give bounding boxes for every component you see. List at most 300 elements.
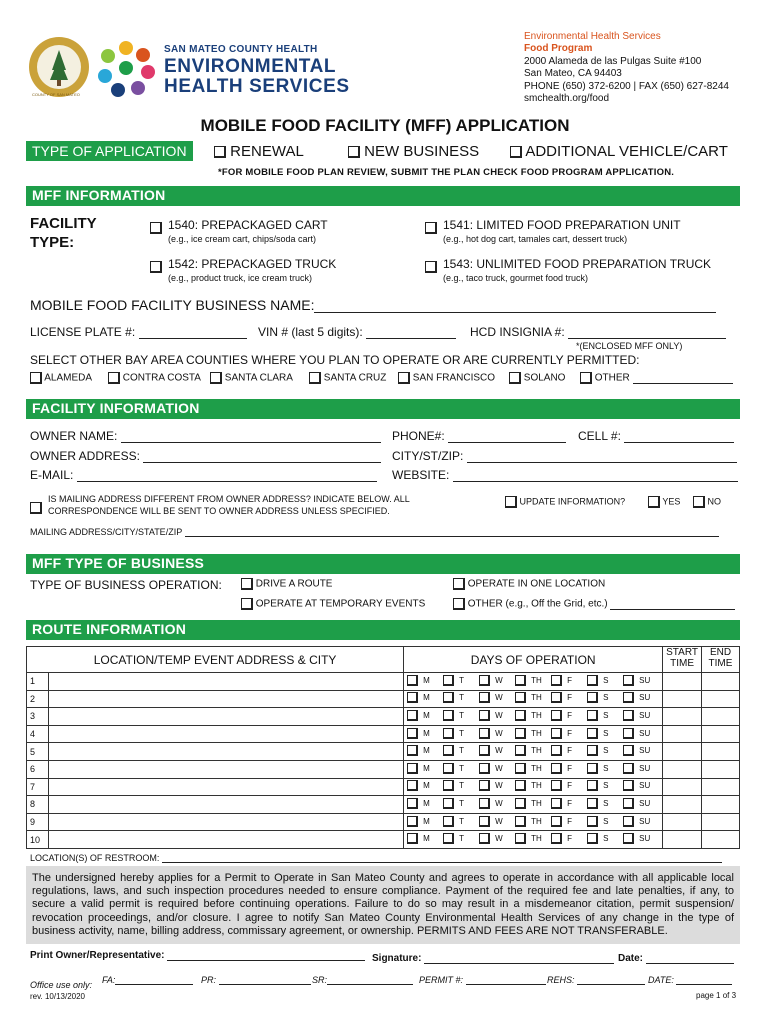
office-permit-label: PERMIT #:: [419, 975, 464, 985]
day-label: S: [603, 781, 609, 791]
route-end-cell[interactable]: [702, 725, 740, 743]
day-option-t[interactable]: [443, 763, 473, 774]
drive-route-option[interactable]: [241, 578, 332, 590]
day-option-s[interactable]: [587, 763, 617, 774]
route-row-number: 8: [27, 796, 49, 814]
day-checkbox[interactable]: [515, 763, 526, 774]
day-checkbox[interactable]: [587, 675, 598, 686]
day-checkbox[interactable]: [623, 675, 634, 686]
opt-1541[interactable]: [425, 218, 437, 236]
county-other-line[interactable]: [633, 373, 733, 384]
route-days-cell: [404, 813, 663, 831]
owner-address-field[interactable]: [30, 449, 381, 463]
day-checkbox[interactable]: [407, 798, 418, 809]
day-checkbox[interactable]: [407, 692, 418, 703]
day-option-s[interactable]: [587, 816, 617, 827]
day-checkbox[interactable]: [479, 728, 490, 739]
day-checkbox[interactable]: [407, 816, 418, 827]
print-owner-line[interactable]: [167, 950, 365, 961]
email-line[interactable]: [77, 470, 377, 482]
opt-1540[interactable]: [150, 218, 162, 236]
county-alameda-checkbox[interactable]: [30, 372, 42, 384]
route-start-cell[interactable]: [663, 813, 702, 831]
day-checkbox[interactable]: [479, 780, 490, 791]
day-option-th[interactable]: [515, 675, 545, 686]
phone-field[interactable]: [392, 429, 566, 443]
owner-name-line[interactable]: [121, 431, 381, 443]
day-option-s[interactable]: [587, 692, 617, 703]
day-option-s[interactable]: [587, 798, 617, 809]
day-checkbox[interactable]: [515, 728, 526, 739]
day-option-t[interactable]: [443, 710, 473, 721]
route-end-cell[interactable]: [702, 760, 740, 778]
col-start-header: [663, 647, 702, 673]
route-row-number: 7: [27, 778, 49, 796]
day-checkbox[interactable]: [623, 728, 634, 739]
day-option-m[interactable]: [407, 728, 437, 739]
day-checkbox[interactable]: [479, 833, 490, 844]
plan-review-note: *FOR MOBILE FOOD PLAN REVIEW, SUBMIT THE PLAN CHECK FOOD PROGRAM APPLICATION.: [218, 167, 675, 178]
day-checkbox[interactable]: [479, 816, 490, 827]
day-option-m[interactable]: [407, 833, 437, 844]
route-end-cell[interactable]: [702, 831, 740, 849]
day-option-w[interactable]: [479, 710, 509, 721]
day-option-s[interactable]: [587, 833, 617, 844]
day-label: M: [423, 798, 430, 808]
day-option-su[interactable]: [623, 816, 653, 827]
route-start-cell[interactable]: [663, 760, 702, 778]
day-option-t[interactable]: [443, 692, 473, 703]
day-label: M: [423, 781, 430, 791]
col-location-header: LOCATION/TEMP EVENT ADDRESS & CITY: [27, 647, 404, 673]
route-location-cell[interactable]: [49, 813, 404, 831]
website-line[interactable]: [453, 470, 738, 482]
day-checkbox[interactable]: [587, 833, 598, 844]
day-checkbox[interactable]: [443, 780, 454, 791]
day-option-su[interactable]: [623, 675, 653, 686]
route-location-cell[interactable]: [49, 796, 404, 814]
county-contra-costa[interactable]: [108, 372, 201, 384]
day-option-f[interactable]: [551, 675, 581, 686]
cell-field[interactable]: [578, 429, 734, 443]
day-option-t[interactable]: [443, 833, 473, 844]
day-option-s[interactable]: [587, 745, 617, 756]
new-business-option[interactable]: [348, 143, 479, 160]
day-label: T: [459, 834, 465, 844]
route-location-cell[interactable]: [49, 708, 404, 726]
day-option-w[interactable]: [479, 816, 509, 827]
day-checkbox[interactable]: [551, 745, 562, 756]
day-option-th[interactable]: [515, 816, 545, 827]
hcd-note: *(ENCLOSED MFF ONLY): [576, 341, 683, 351]
day-checkbox[interactable]: [551, 710, 562, 721]
day-checkbox[interactable]: [407, 833, 418, 844]
county-contra-costa-checkbox[interactable]: [108, 372, 120, 384]
day-checkbox[interactable]: [443, 710, 454, 721]
day-option-f[interactable]: [551, 780, 581, 791]
opt-1541-checkbox[interactable]: [425, 222, 437, 234]
day-checkbox[interactable]: [407, 780, 418, 791]
day-option-w[interactable]: [479, 692, 509, 703]
mailing-address-field[interactable]: [30, 526, 719, 537]
day-option-t[interactable]: [443, 728, 473, 739]
route-end-cell[interactable]: [702, 778, 740, 796]
day-option-w[interactable]: [479, 675, 509, 686]
email-field[interactable]: [30, 468, 377, 482]
opt-1543-checkbox[interactable]: [425, 261, 437, 273]
day-checkbox[interactable]: [515, 692, 526, 703]
day-label: F: [567, 781, 573, 791]
day-option-t[interactable]: [443, 780, 473, 791]
day-checkbox[interactable]: [623, 833, 634, 844]
day-option-su[interactable]: [623, 710, 653, 721]
day-checkbox[interactable]: [587, 780, 598, 791]
route-location-cell[interactable]: [49, 725, 404, 743]
day-label: TH: [531, 781, 542, 791]
agreement-notice: The undersigned hereby applies for a Permit to Operate in San Mateo County and agrees to operate in accordance with all applicable local regulations, laws, and such inspection procedures needed to ensure compliance. Payment of the required fee and late penalties, if any, to secure a valid permit is required before continuing operations. Failure to do so may result in a misdemeanor citation, permit suspension/ revocation proceedings, and/or closure. I agree to notify San Mateo County Environmental Health Services of any change in the type of business activity, name, billing address, commissary agreement, or ownership. PERMITS AND FEES ARE NOT TRANSFERABLE.: [26, 866, 740, 944]
day-checkbox[interactable]: [587, 798, 598, 809]
route-days-cell: [404, 673, 663, 691]
hcd-line[interactable]: [568, 327, 726, 339]
day-label: F: [567, 834, 573, 844]
route-days-cell: [404, 796, 663, 814]
signature-field[interactable]: [372, 953, 614, 964]
day-checkbox[interactable]: [407, 710, 418, 721]
restroom-field[interactable]: [30, 852, 722, 863]
day-option-th[interactable]: [515, 728, 545, 739]
day-checkbox[interactable]: [515, 833, 526, 844]
day-checkbox[interactable]: [623, 780, 634, 791]
day-checkbox[interactable]: [479, 675, 490, 686]
day-option-t[interactable]: [443, 745, 473, 756]
day-option-th[interactable]: [515, 692, 545, 703]
day-option-m[interactable]: [407, 710, 437, 721]
other-business-checkbox[interactable]: [453, 598, 465, 610]
day-option-m[interactable]: [407, 816, 437, 827]
day-option-s[interactable]: [587, 780, 617, 791]
day-option-su[interactable]: [623, 763, 653, 774]
temp-events-checkbox[interactable]: [241, 598, 253, 610]
day-checkbox[interactable]: [515, 745, 526, 756]
route-days-cell: [404, 690, 663, 708]
print-owner-field[interactable]: [30, 950, 365, 961]
yes-checkbox[interactable]: [648, 496, 660, 508]
day-label: SU: [639, 798, 651, 808]
day-checkbox[interactable]: [515, 816, 526, 827]
day-checkbox[interactable]: [623, 710, 634, 721]
day-checkbox[interactable]: [479, 798, 490, 809]
one-location-option[interactable]: [453, 578, 605, 590]
day-label: W: [495, 728, 503, 738]
day-checkbox[interactable]: [587, 710, 598, 721]
day-option-f[interactable]: [551, 798, 581, 809]
restroom-line[interactable]: [162, 852, 722, 863]
day-checkbox[interactable]: [587, 763, 598, 774]
day-option-f[interactable]: [551, 763, 581, 774]
day-checkbox[interactable]: [551, 798, 562, 809]
city-line[interactable]: [467, 451, 737, 463]
day-option-su[interactable]: [623, 833, 653, 844]
day-option-su[interactable]: [623, 798, 653, 809]
update-info-label: UPDATE INFORMATION?: [519, 496, 626, 507]
renewal-option[interactable]: [214, 143, 304, 160]
day-checkbox[interactable]: [443, 798, 454, 809]
county-san-francisco[interactable]: [398, 372, 495, 384]
day-checkbox[interactable]: [587, 692, 598, 703]
day-option-m[interactable]: [407, 798, 437, 809]
route-end-cell[interactable]: [702, 673, 740, 691]
no-checkbox[interactable]: [693, 496, 705, 508]
start-label: START: [666, 647, 698, 658]
additional-vehicle-option[interactable]: [510, 143, 728, 160]
route-end-cell[interactable]: [702, 796, 740, 814]
date-line[interactable]: [646, 953, 734, 964]
opt-1542-label: 1542: PREPACKAGED TRUCK: [168, 257, 337, 271]
opt-1542-checkbox[interactable]: [150, 261, 162, 273]
county-santa-cruz-checkbox[interactable]: [309, 372, 321, 384]
phone-line[interactable]: [448, 431, 566, 443]
county-other-checkbox[interactable]: [580, 372, 592, 384]
day-option-m[interactable]: [407, 780, 437, 791]
day-checkbox[interactable]: [551, 763, 562, 774]
day-checkbox[interactable]: [623, 798, 634, 809]
logo-org: SAN MATEO COUNTY HEALTH: [164, 44, 318, 55]
one-location-checkbox[interactable]: [453, 578, 465, 590]
day-checkbox[interactable]: [515, 798, 526, 809]
day-checkbox[interactable]: [515, 780, 526, 791]
opt-1543[interactable]: [425, 257, 437, 275]
day-option-t[interactable]: [443, 816, 473, 827]
day-option-s[interactable]: [587, 675, 617, 686]
date-field[interactable]: [618, 953, 734, 964]
day-option-t[interactable]: [443, 798, 473, 809]
county-solano-checkbox[interactable]: [509, 372, 521, 384]
route-end-cell[interactable]: [702, 690, 740, 708]
drive-route-checkbox[interactable]: [241, 578, 253, 590]
day-label: F: [567, 728, 573, 738]
day-checkbox[interactable]: [623, 692, 634, 703]
route-start-cell[interactable]: [663, 690, 702, 708]
day-checkbox[interactable]: [443, 745, 454, 756]
day-checkbox[interactable]: [443, 692, 454, 703]
county-other[interactable]: [580, 372, 733, 384]
renewal-label: RENEWAL: [230, 143, 304, 160]
day-option-su[interactable]: [623, 780, 653, 791]
route-end-cell[interactable]: [702, 813, 740, 831]
mailing-diff-checkbox-wrap[interactable]: [30, 499, 42, 517]
other-business-option[interactable]: [453, 598, 735, 610]
day-checkbox[interactable]: [443, 833, 454, 844]
business-name-field[interactable]: [30, 297, 716, 313]
day-checkbox[interactable]: [407, 763, 418, 774]
day-checkbox[interactable]: [623, 816, 634, 827]
day-checkbox[interactable]: [479, 710, 490, 721]
mff-information-heading: MFF INFORMATION: [26, 186, 740, 206]
day-checkbox[interactable]: [551, 816, 562, 827]
vin-field[interactable]: [258, 325, 456, 339]
day-option-f[interactable]: [551, 745, 581, 756]
day-label: F: [567, 746, 573, 756]
renewal-checkbox[interactable]: [214, 146, 226, 158]
day-checkbox[interactable]: [479, 745, 490, 756]
day-option-m[interactable]: [407, 763, 437, 774]
day-checkbox[interactable]: [551, 675, 562, 686]
day-checkbox[interactable]: [515, 675, 526, 686]
update-info-checkbox[interactable]: [505, 496, 517, 508]
day-checkbox[interactable]: [479, 692, 490, 703]
page-title: MOBILE FOOD FACILITY (MFF) APPLICATION: [200, 116, 570, 135]
other-business-line[interactable]: [610, 599, 735, 610]
day-checkbox[interactable]: [407, 675, 418, 686]
day-checkbox[interactable]: [551, 728, 562, 739]
day-option-f[interactable]: [551, 833, 581, 844]
day-label: SU: [639, 728, 651, 738]
yes-option[interactable]: [648, 496, 680, 508]
route-table-header: [27, 647, 740, 673]
route-location-cell[interactable]: [49, 690, 404, 708]
contact-phone: PHONE (650) 372-6200 | FAX (650) 627-8244: [524, 80, 729, 92]
additional-vehicle-checkbox[interactable]: [510, 146, 522, 158]
day-option-th[interactable]: [515, 763, 545, 774]
day-option-m[interactable]: [407, 692, 437, 703]
license-plate-field[interactable]: [30, 325, 247, 339]
route-end-cell[interactable]: [702, 743, 740, 761]
mailing-address-label: MAILING ADDRESS/CITY/STATE/ZIP: [30, 527, 183, 537]
office-permit: [419, 975, 546, 985]
county-solano-label: SOLANO: [523, 372, 566, 384]
temp-events-option[interactable]: [241, 598, 425, 610]
day-checkbox[interactable]: [515, 710, 526, 721]
hcd-label: HCD INSIGNIA #:: [470, 325, 565, 339]
day-option-f[interactable]: [551, 728, 581, 739]
route-location-cell[interactable]: [49, 831, 404, 849]
day-option-w[interactable]: [479, 763, 509, 774]
owner-name-field[interactable]: [30, 429, 381, 443]
day-option-th[interactable]: [515, 833, 545, 844]
day-checkbox[interactable]: [551, 833, 562, 844]
day-option-t[interactable]: [443, 675, 473, 686]
day-option-su[interactable]: [623, 745, 653, 756]
route-end-cell[interactable]: [702, 708, 740, 726]
day-checkbox[interactable]: [587, 728, 598, 739]
day-option-w[interactable]: [479, 833, 509, 844]
route-location-cell[interactable]: [49, 778, 404, 796]
day-checkbox[interactable]: [551, 780, 562, 791]
update-info[interactable]: [505, 496, 625, 508]
city-label: CITY/ST/ZIP:: [392, 449, 464, 463]
day-checkbox[interactable]: [587, 816, 598, 827]
vin-line[interactable]: [366, 327, 456, 339]
cell-line[interactable]: [624, 431, 734, 443]
day-checkbox[interactable]: [443, 763, 454, 774]
day-checkbox[interactable]: [407, 745, 418, 756]
day-checkbox[interactable]: [587, 745, 598, 756]
route-start-cell[interactable]: [663, 708, 702, 726]
logo-line1: ENVIRONMENTAL: [164, 56, 337, 77]
county-santa-clara[interactable]: [210, 372, 293, 384]
route-start-cell[interactable]: [663, 778, 702, 796]
day-option-w[interactable]: [479, 745, 509, 756]
day-label: M: [423, 763, 430, 773]
day-option-su[interactable]: [623, 728, 653, 739]
day-option-m[interactable]: [407, 745, 437, 756]
day-label: F: [567, 763, 573, 773]
mailing-diff-checkbox[interactable]: [30, 502, 42, 514]
route-location-cell[interactable]: [49, 673, 404, 691]
route-start-cell[interactable]: [663, 673, 702, 691]
day-checkbox[interactable]: [623, 763, 634, 774]
county-solano[interactable]: [509, 372, 565, 384]
day-checkbox[interactable]: [479, 763, 490, 774]
day-label: S: [603, 693, 609, 703]
day-checkbox[interactable]: [443, 728, 454, 739]
business-name-line[interactable]: [314, 299, 716, 313]
route-location-cell[interactable]: [49, 760, 404, 778]
route-start-cell[interactable]: [663, 796, 702, 814]
county-san-francisco-checkbox[interactable]: [398, 372, 410, 384]
day-option-th[interactable]: [515, 780, 545, 791]
route-row: [27, 743, 740, 761]
day-option-th[interactable]: [515, 745, 545, 756]
new-business-checkbox[interactable]: [348, 146, 360, 158]
new-business-label: NEW BUSINESS: [364, 143, 480, 160]
signature-line[interactable]: [424, 953, 614, 964]
day-checkbox[interactable]: [407, 728, 418, 739]
route-start-cell[interactable]: [663, 831, 702, 849]
day-option-m[interactable]: [407, 675, 437, 686]
route-start-cell[interactable]: [663, 725, 702, 743]
office-use-label: Office use only:: [30, 980, 93, 990]
route-location-cell[interactable]: [49, 743, 404, 761]
owner-address-line[interactable]: [143, 451, 381, 463]
route-row: [27, 796, 740, 814]
day-checkbox[interactable]: [623, 745, 634, 756]
route-row-number: 6: [27, 760, 49, 778]
day-option-w[interactable]: [479, 728, 509, 739]
hcd-field[interactable]: [470, 325, 726, 339]
day-option-f[interactable]: [551, 816, 581, 827]
opt-1542[interactable]: [150, 257, 162, 275]
end-time-label: TIME: [708, 658, 733, 669]
mailing-address-line[interactable]: [185, 526, 719, 537]
day-checkbox[interactable]: [551, 692, 562, 703]
day-option-s[interactable]: [587, 710, 617, 721]
day-option-su[interactable]: [623, 692, 653, 703]
license-plate-label: LICENSE PLATE #:: [30, 325, 136, 339]
day-checkbox[interactable]: [443, 816, 454, 827]
day-checkbox[interactable]: [443, 675, 454, 686]
county-santa-cruz[interactable]: [309, 372, 386, 384]
day-option-f[interactable]: [551, 692, 581, 703]
day-label: T: [459, 693, 465, 703]
day-option-w[interactable]: [479, 780, 509, 791]
day-option-th[interactable]: [515, 798, 545, 809]
route-start-cell[interactable]: [663, 743, 702, 761]
day-option-w[interactable]: [479, 798, 509, 809]
opt-1540-checkbox[interactable]: [150, 222, 162, 234]
website-field[interactable]: [392, 468, 738, 482]
county-santa-clara-checkbox[interactable]: [210, 372, 222, 384]
county-alameda[interactable]: [30, 372, 92, 384]
no-option[interactable]: [693, 496, 721, 508]
day-option-s[interactable]: [587, 728, 617, 739]
day-option-th[interactable]: [515, 710, 545, 721]
city-field[interactable]: [392, 449, 737, 463]
day-option-f[interactable]: [551, 710, 581, 721]
route-days-cell: [404, 743, 663, 761]
license-plate-line[interactable]: [139, 327, 247, 339]
county-other-label: OTHER: [594, 372, 630, 384]
